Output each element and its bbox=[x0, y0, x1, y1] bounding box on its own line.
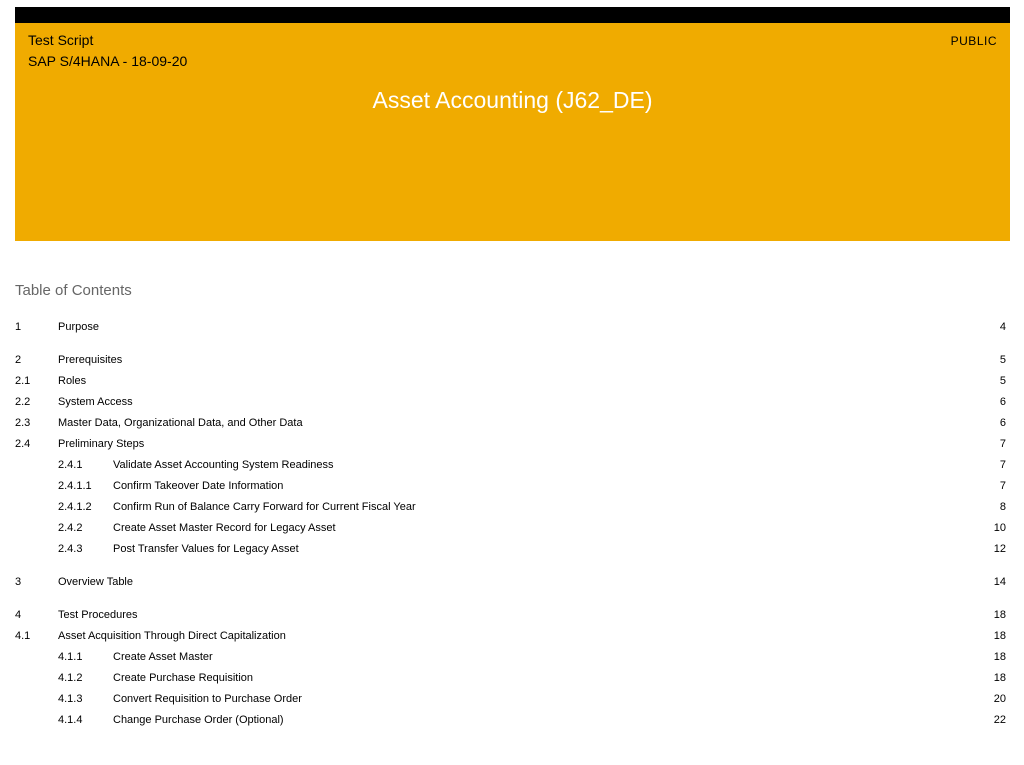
toc-entry[interactable] bbox=[0, 712, 1024, 728]
toc-entry-number: 3 bbox=[15, 576, 22, 588]
toc-entry-number: 4.1.2 bbox=[58, 672, 83, 684]
toc-entry-number: 4.1.1 bbox=[58, 651, 83, 663]
toc-entry-title: Overview Table bbox=[58, 576, 133, 588]
toc-entry-number: 2.4.3 bbox=[58, 543, 83, 555]
toc-entry-number: 4.1.3 bbox=[58, 693, 83, 705]
toc-entry-title: Change Purchase Order (Optional) bbox=[113, 714, 284, 726]
toc-entry-title: Create Purchase Requisition bbox=[113, 672, 254, 684]
toc-entry[interactable] bbox=[0, 574, 1024, 590]
document-title: Asset Accounting (J62_DE) bbox=[372, 87, 653, 113]
toc-entry-title: Confirm Takeover Date Information bbox=[113, 480, 284, 492]
toc-entry-title: Convert Requisition to Purchase Order bbox=[113, 693, 302, 705]
toc-entry-title: System Access bbox=[58, 396, 133, 408]
toc-entry-page: 14 bbox=[993, 576, 1006, 588]
toc-entry-page: 18 bbox=[993, 630, 1006, 642]
toc-entry-page: 18 bbox=[993, 609, 1006, 621]
toc-entry-page: 22 bbox=[993, 714, 1006, 726]
toc-entry-number: 4 bbox=[15, 609, 22, 621]
toc-entry-page: 20 bbox=[993, 693, 1006, 705]
toc-entry-title: Confirm Run of Balance Carry Forward for Current Fiscal Year bbox=[113, 501, 416, 513]
toc-entry-page: 5 bbox=[999, 354, 1006, 366]
toc-entry-title: Preliminary Steps bbox=[58, 438, 145, 450]
toc-entry-title: Roles bbox=[58, 375, 87, 387]
toc-entry[interactable] bbox=[0, 649, 1024, 665]
toc-entry-title: Validate Asset Accounting System Readiness bbox=[113, 459, 334, 471]
toc-entry-title: Post Transfer Values for Legacy Asset bbox=[113, 543, 299, 555]
document-version: SAP S/4HANA - 18-09-20 bbox=[28, 53, 188, 69]
toc-entry[interactable] bbox=[0, 520, 1024, 536]
toc-entry[interactable] bbox=[0, 478, 1024, 494]
toc-entry-page: 5 bbox=[999, 375, 1006, 387]
toc-entry[interactable] bbox=[0, 373, 1024, 389]
toc-entry-page: 7 bbox=[999, 480, 1006, 492]
toc-entry-title: Test Procedures bbox=[58, 609, 138, 621]
toc-entry-page: 18 bbox=[993, 651, 1006, 663]
toc-entry-number: 4.1 bbox=[15, 630, 31, 642]
classification-label: PUBLIC bbox=[950, 34, 997, 48]
toc-entry-page: 10 bbox=[993, 522, 1006, 534]
toc-entry[interactable] bbox=[0, 499, 1024, 515]
toc-entry-title: Create Asset Master bbox=[113, 651, 213, 663]
toc-entry[interactable] bbox=[0, 607, 1024, 623]
toc-entry-title: Purpose bbox=[58, 321, 99, 333]
toc-entry-page: 4 bbox=[999, 321, 1006, 333]
toc-entry-page: 7 bbox=[999, 438, 1006, 450]
toc-entry-number: 2.2 bbox=[15, 396, 31, 408]
toc-entry-number: 2.4.1.2 bbox=[58, 501, 92, 513]
toc-entry-number: 2.4.1 bbox=[58, 459, 83, 471]
toc-entry[interactable] bbox=[0, 319, 1024, 335]
toc-entry-page: 7 bbox=[999, 459, 1006, 471]
toc-entry-page: 8 bbox=[999, 501, 1006, 513]
toc-entry-page: 6 bbox=[999, 417, 1006, 429]
toc-entry-page: 12 bbox=[993, 543, 1006, 555]
toc-entry-number: 2.1 bbox=[15, 375, 31, 387]
toc-entry-page: 18 bbox=[993, 672, 1006, 684]
toc-entry-number: 1 bbox=[15, 321, 22, 333]
toc-entry[interactable] bbox=[0, 352, 1024, 368]
toc-entry-number: 2.4.1.1 bbox=[58, 480, 92, 492]
toc-entry-page: 6 bbox=[999, 396, 1006, 408]
toc-entry-title: Master Data, Organizational Data, and Other Data bbox=[58, 417, 303, 429]
toc-entry[interactable] bbox=[0, 457, 1024, 473]
toc-entry[interactable] bbox=[0, 436, 1024, 452]
toc-entry-number: 2 bbox=[15, 354, 22, 366]
toc-entry-title: Asset Acquisition Through Direct Capitalization bbox=[58, 630, 286, 642]
toc-entry[interactable] bbox=[0, 541, 1024, 557]
toc-heading: Table of Contents bbox=[15, 282, 132, 299]
toc-entry[interactable] bbox=[0, 628, 1024, 644]
toc-entry-title: Prerequisites bbox=[58, 354, 123, 366]
document-type: Test Script bbox=[28, 32, 94, 48]
toc-entry-title: Create Asset Master Record for Legacy Asset bbox=[113, 522, 336, 534]
toc-entry[interactable] bbox=[0, 394, 1024, 410]
toc-entry[interactable] bbox=[0, 691, 1024, 707]
toc-entry-number: 2.3 bbox=[15, 417, 31, 429]
toc-entry[interactable] bbox=[0, 670, 1024, 686]
toc-entry-number: 2.4.2 bbox=[58, 522, 83, 534]
toc-entry[interactable] bbox=[0, 415, 1024, 431]
toc-entry-number: 2.4 bbox=[15, 438, 31, 450]
toc-entry-number: 4.1.4 bbox=[58, 714, 83, 726]
